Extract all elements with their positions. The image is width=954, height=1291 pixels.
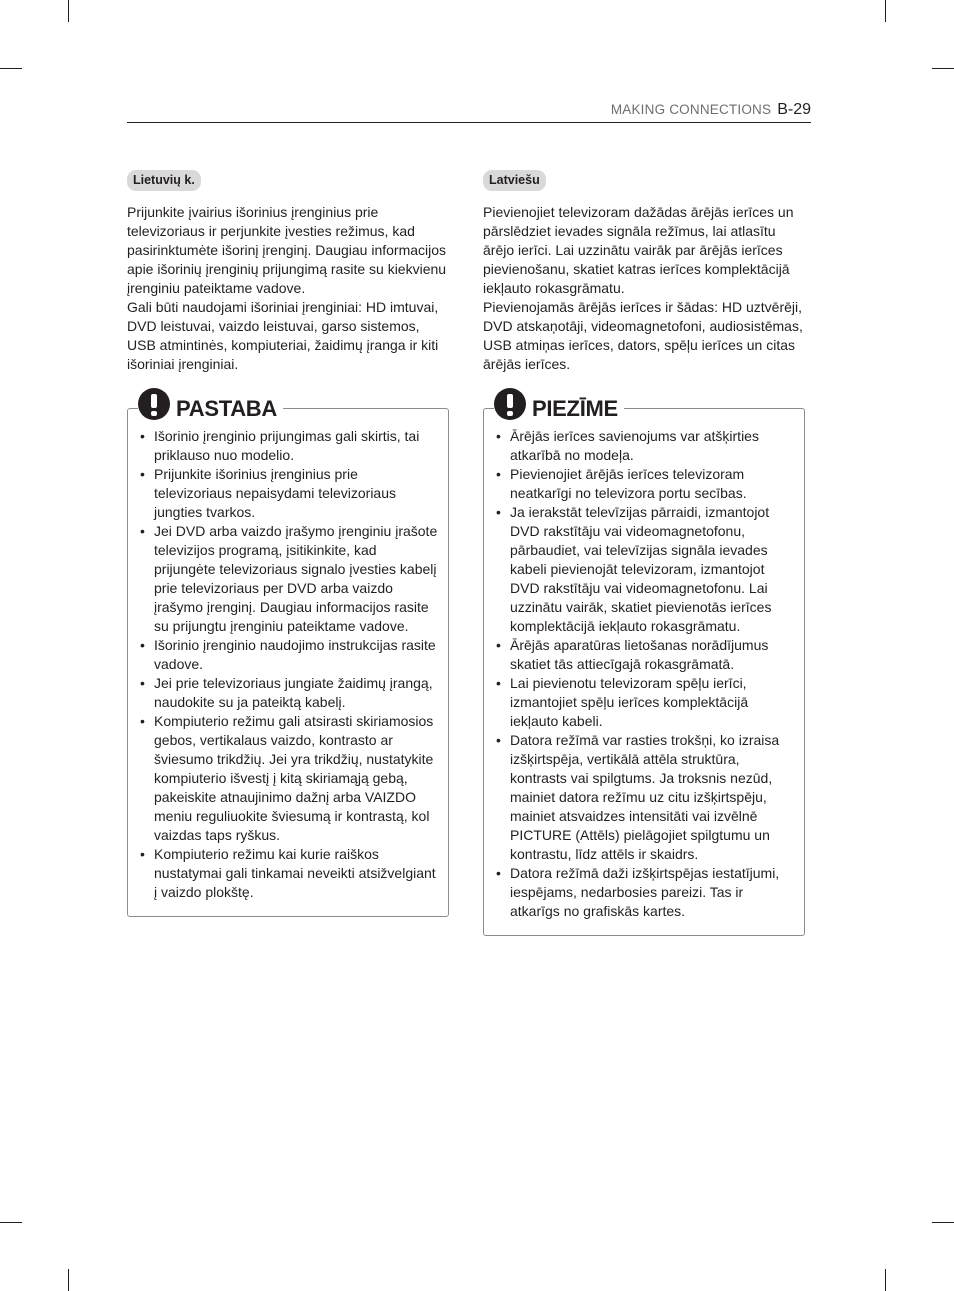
note-title: PASTABA — [176, 396, 277, 421]
crop-mark — [932, 1222, 954, 1223]
crop-mark — [885, 1269, 886, 1291]
list-item: • Ārējās ierīces savienojums var atšķirties atkarībā no modeļa. — [494, 427, 794, 465]
page-header — [611, 101, 811, 119]
list-item: • Išorinio įrenginio naudojimo instrukcijas rasite vadove. — [138, 636, 438, 674]
note-heading — [138, 386, 283, 422]
intro-paragraph: Pievienojiet televizoram dažādas ārējās ierīces un pārslēdziet ievades signāla režīmus, lai atlasītu ārējo ierīci. Lai uzzinātu vairāk par ārējās ierīces pievienošanu, skatiet katras ierīces komplektācijā iekļauto rokasgrāmatu. — [483, 204, 794, 296]
crop-mark — [0, 1222, 22, 1223]
exclamation-icon — [494, 388, 526, 420]
list-item: • Datora režīmā var rasties trokšņi, ko izraisa izšķirtspēja, vertikālā attēla struktūra, kontrasts vai spilgtums. Ja troksnis nezūd, mainiet datora režīmu uz citu izšķirtspēju, mainiet atsvaidzes intensitāti vai izvēlnē PICTURE (Attēls) pielāgojiet spilgtumu un kontrastu, līdz attēls ir skaidrs. — [494, 731, 794, 864]
crop-mark — [0, 68, 22, 69]
list-item: • Datora režīmā daži izšķirtspējas iestatījumi, iespējams, nedarbosies pareizi. Tas ir atkarīgs no grafiskās kartes. — [494, 864, 794, 921]
intro-text — [127, 203, 449, 374]
exclamation-icon — [138, 388, 170, 420]
intro-text — [483, 203, 805, 374]
column-latvian — [483, 170, 805, 936]
list-item: • Kompiuterio režimu kai kurie raiškos nustatymai gali tinkamai neveikti atsižvelgiant į vaizdo plokštę. — [138, 845, 438, 902]
section-title: MAKING CONNECTIONS — [610, 102, 772, 117]
note-list — [138, 427, 438, 902]
column-lithuanian — [127, 170, 449, 917]
list-item: • Ārējās aparatūras lietošanas norādījumus skatiet tās attiecīgajā rokasgrāmatā. — [494, 636, 794, 674]
crop-mark — [68, 1269, 69, 1291]
intro-paragraph: Prijunkite įvairius išorinius įrenginius prie televizoriaus ir perjunkite įvesties režimus, kad pasirinktumėte išorinį įrenginį. Daugiau informacijos apie išorinių įrenginių prijungimą rasite su kiekvienu įrenginiu pateiktame vadove. — [127, 204, 447, 296]
language-tag: Lietuvių k. — [127, 170, 201, 191]
page-number: B-29 — [777, 101, 811, 118]
crop-mark — [885, 0, 886, 22]
note-list — [494, 427, 794, 921]
language-tag: Latviešu — [483, 170, 546, 191]
list-item: • Išorinio įrenginio prijungimas gali skirtis, tai priklauso nuo modelio. — [138, 427, 438, 465]
list-item: • Lai pievienotu televizoram spēļu ierīci, izmantojiet spēļu ierīces komplektācijā iekļauto kabeli. — [494, 674, 794, 731]
list-item: • Ja ierakstāt televīzijas pārraidi, izmantojot DVD rakstītāju vai videomagnetofonu, pārbaudiet, vai televīzijas signāla ievades kabeli pievienojāt televizoram, izmantojot DVD rakstītāju vai videomagnetofonu. Lai uzzinātu vairāk, skatiet pievienotās ierīces komplektācijā iekļauto rokasgrāmatu. — [494, 503, 794, 636]
list-item: • Pievienojiet ārējās ierīces televizoram neatkarīgi no televizora portu secības. — [494, 465, 794, 503]
list-item: • Prijunkite išorinius įrenginius prie televizoriaus nepaisydami televizoriaus jungties tvarkos. — [138, 465, 438, 522]
list-item: • Jei DVD arba vaizdo įrašymo įrenginiu įrašote televizijos programą, įsitikinkite, kad prijungėte televizoriaus signalo įvesties kabelį prie televizoriaus per DVD arba vaizdo įrašymo įrenginį. Daugiau informacijos rasite su prijungtu įrenginiu pateiktame vadove. — [138, 522, 438, 636]
note-box — [483, 396, 805, 936]
intro-paragraph: Pievienojamās ārējās ierīces ir šādas: HD uztvērēji, DVD atskaņotāji, videomagnetofoni, audiosistēmas, USB atmiņas ierīces, dators, spēļu ierīces un citas ārējās ierīces. — [483, 299, 803, 372]
crop-mark — [932, 68, 954, 69]
crop-mark — [68, 0, 69, 22]
note-heading — [494, 386, 624, 422]
list-item: • Kompiuterio režimu gali atsirasti skiriamosios gebos, vertikalaus vaizdo, kontrasto ar šviesumo trikdžių. Jei yra trikdžių, nustatykite kompiuterio išvestį į kitą skiriamąją gebą, pakeiskite atnaujinimo dažnį arba VAIZDO meniu reguliuokite šviesumą ir kontrastą, kol vaizdas taps ryškus. — [138, 712, 438, 845]
header-rule — [127, 122, 811, 123]
intro-paragraph: Gali būti naudojami išoriniai įrenginiai: HD imtuvai, DVD leistuvai, vaizdo leistuvai, garso sistemos, USB atmintinės, kompiuteriai, žaidimų įranga ir kiti išoriniai įrenginiai. — [127, 299, 439, 372]
list-item: • Jei prie televizoriaus jungiate žaidimų įrangą, naudokite su ja pateiktą kabelį. — [138, 674, 438, 712]
note-box — [127, 396, 449, 917]
note-title: PIEZĪME — [532, 396, 618, 421]
